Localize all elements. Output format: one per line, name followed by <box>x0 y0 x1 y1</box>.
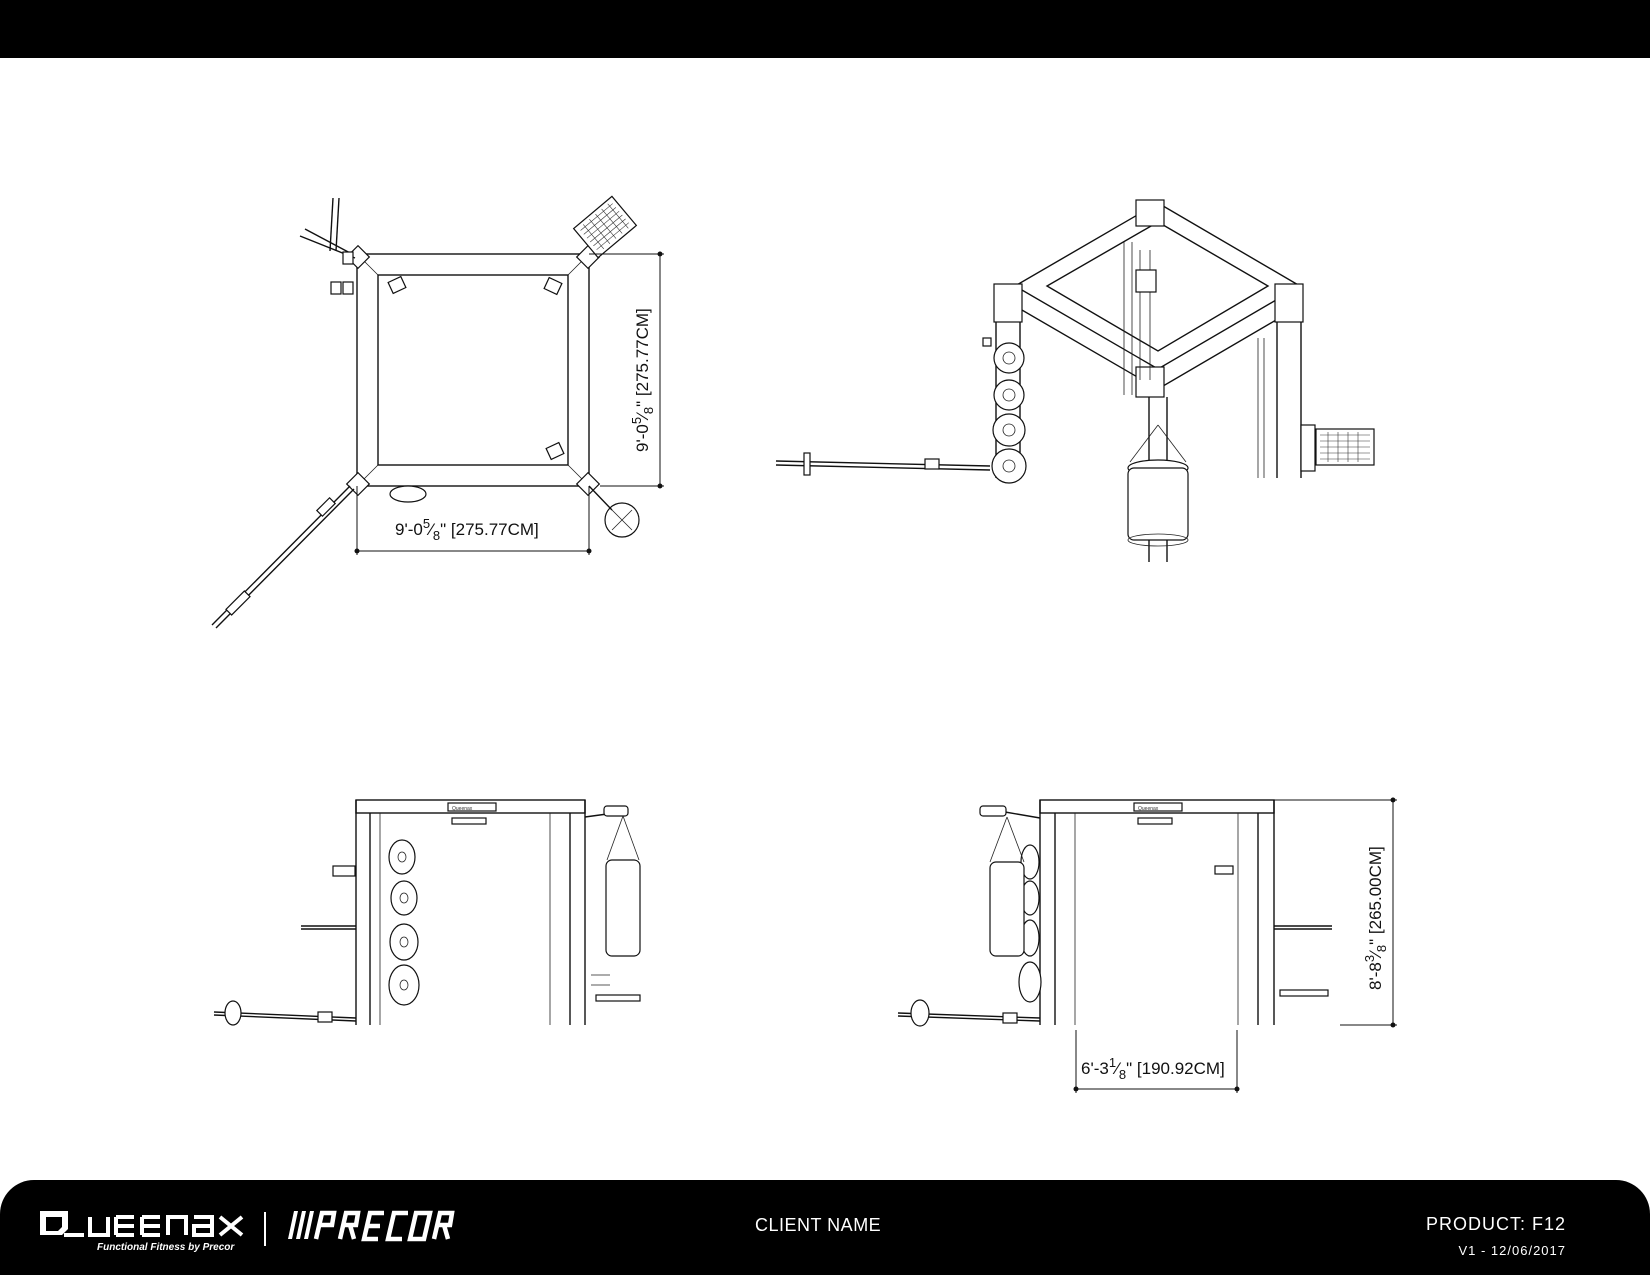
side-step <box>1280 990 1328 996</box>
client-name: CLIENT NAME <box>755 1215 882 1235</box>
top-view-depth-label: $9'-0^5⁄_8$" [275.77CM] <box>629 308 656 452</box>
side-barbell <box>898 1000 1040 1026</box>
iso-barbell <box>776 453 990 475</box>
side-view-height-label: $8'-8^3⁄_8$" [265.00CM] <box>1362 846 1389 990</box>
side-view <box>898 798 1397 1094</box>
barbell-top-view <box>212 486 354 628</box>
iso-punching-bag <box>1128 425 1188 546</box>
iso-frame-inner <box>1047 222 1268 351</box>
front-frame-logo-text: Queenax <box>452 806 473 812</box>
brand-divider <box>264 1212 266 1246</box>
top-view-width-label: $9'-0^5⁄_8$" [275.77CM] <box>395 516 539 543</box>
brand-tagline: Functional Fitness by Precor <box>97 1242 235 1253</box>
iso-corner-right <box>1275 284 1303 322</box>
version-label: V1 - 12/06/2017 <box>1458 1243 1566 1258</box>
iso-plate-tray <box>1301 425 1374 471</box>
plate-tray <box>574 196 637 257</box>
front-punching-bag <box>585 806 640 956</box>
front-plate-storage <box>389 840 419 1005</box>
bar-handles-attachment <box>300 198 562 294</box>
iso-frame-outer <box>1015 203 1300 369</box>
precor-logo <box>282 1207 462 1243</box>
wheel-plate <box>390 486 426 502</box>
side-frame-logo-text: Queenax <box>1138 806 1159 812</box>
frame-inner-outline <box>378 275 568 465</box>
side-view-width-label: $6'-3^1⁄_8$" [190.92CM] <box>1081 1055 1225 1082</box>
isometric-view <box>776 200 1374 562</box>
footer-bar <box>0 1180 1650 1275</box>
top-view <box>212 196 664 628</box>
front-barbell <box>214 1001 356 1025</box>
product-label: PRODUCT: F12 <box>1425 1214 1566 1234</box>
depth-dimension-line <box>589 252 664 489</box>
iso-corner-back <box>1136 200 1164 226</box>
queenax-logo <box>38 1207 248 1247</box>
front-step <box>596 995 640 1001</box>
front-view <box>214 800 640 1025</box>
iso-corner-left <box>994 284 1022 322</box>
